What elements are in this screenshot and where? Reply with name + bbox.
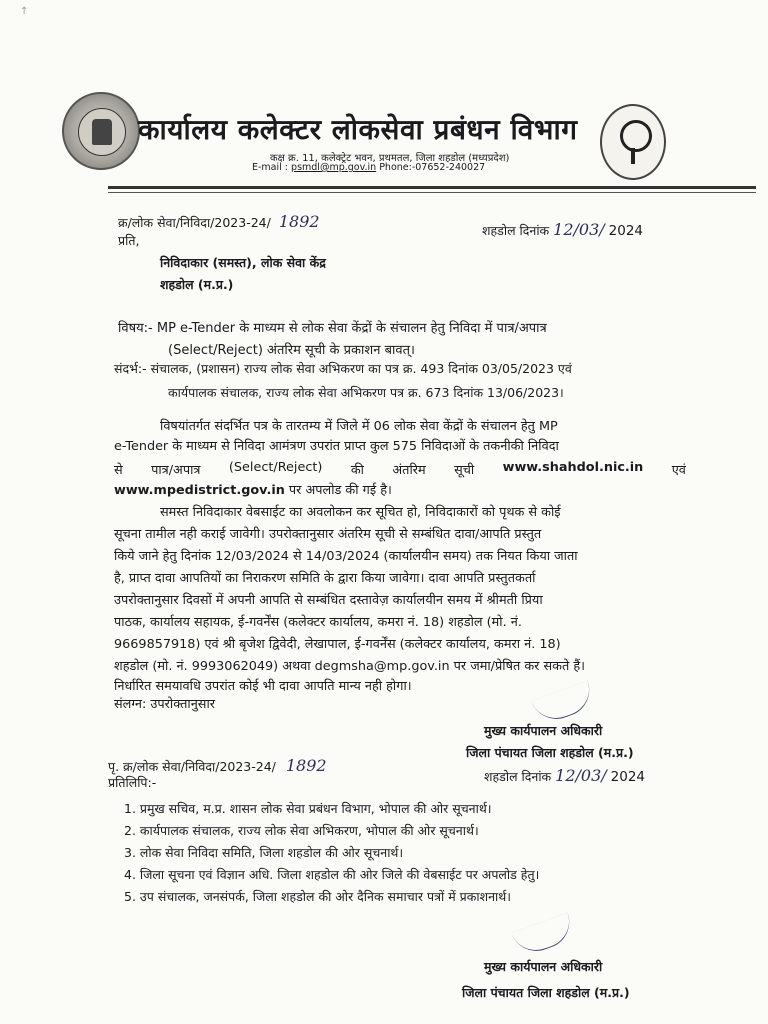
body1-line2: e-Tender के माध्यम से निविदा आमंत्रण उपरांत प्राप्त कुल 575 निविदाओं के तकनीकी निविदा xyxy=(114,439,559,454)
word: सूची xyxy=(454,463,475,478)
header-divider xyxy=(108,186,756,189)
header-divider-thin xyxy=(108,192,756,193)
body2-line5: उपरोक्तानुसार दिवसों में अपनी आपति से सम्बंधित दस्तावेज़ कार्यालयीन समय में श्रीमती प्रिया xyxy=(114,593,543,608)
office-title: कार्यालय कलेक्टर लोकसेवा प्रबंधन विभाग xyxy=(138,113,578,146)
body2-line2: सूचना तामील नही कराई जावेगी। उपरोक्तानुसार अंतरिम सूची से सम्बंधित दावा/आपति प्रस्तुत xyxy=(114,527,542,542)
reference-line2: कार्यपालक संचालक, राज्य लोक सेवा अभिकरण पत्र क्र. 673 दिनांक 13/06/2023। xyxy=(168,385,564,400)
word: (Select/Reject) xyxy=(228,460,323,475)
body1-line1: विषयांतर्गत संदर्भित पत्र के तारतम्य में जिले में 06 लोक सेवा केंद्रों के संचालन हेतु MP xyxy=(160,419,558,434)
endorsement-date xyxy=(484,766,645,785)
body2-line9: निर्धारित समयावधि उपरांत कोई भी दावा आपति मान्य नही होगा। xyxy=(114,679,412,694)
word: से xyxy=(114,463,123,478)
copy-label: प्रतिलिपि:- xyxy=(108,775,157,790)
date-label: शहडोल दिनांक xyxy=(484,769,552,784)
word: पात्र/अपात्र xyxy=(151,463,201,478)
handwritten-date: 12/03/ xyxy=(555,766,607,785)
handwritten-signature xyxy=(531,681,597,727)
handwritten-number: 1892 xyxy=(285,756,327,775)
word: की xyxy=(350,463,364,478)
email-address: psmdl@mp.gov.in xyxy=(291,162,377,173)
copy-item: 1. प्रमुख सचिव, म.प्र. शासन लोक सेवा प्रबंधन विभाग, भोपाल की ओर सूचनार्थ। xyxy=(124,801,492,816)
body2-line4: है, प्राप्त दावा आपतियों का निराकरण समिति के द्वारा किया जावेगा। दावा आपति प्रस्तुतकर्ता xyxy=(114,571,536,586)
email-label: E-mail : xyxy=(252,162,289,173)
endorsement-number xyxy=(108,756,327,775)
signatory-title: मुख्य कार्यपालन अधिकारी xyxy=(484,959,603,974)
signatory-office: जिला पंचायत जिला शहडोल (म.प्र.) xyxy=(466,745,634,760)
word: अंतरिम xyxy=(392,463,426,478)
endorsement-number-text: पृ. क्र/लोक सेवा/निविदा/2023-24/ xyxy=(108,759,276,774)
lok-seva-logo xyxy=(600,104,666,180)
handwritten-signature xyxy=(511,913,577,959)
body1-line4 xyxy=(114,482,392,499)
signatory-title: मुख्य कार्यपालन अधिकारी xyxy=(484,723,603,738)
copy-item: 2. कार्यपालक संचालक, राज्य लोक सेवा अभिकरण, भोपाल की ओर सूचनार्थ। xyxy=(124,823,479,838)
corner-mark: ↑ xyxy=(20,6,29,17)
body2-line1: समस्त निविदाकार वेबसाईट का अवलोकन कर सूचित हो, निविदाकारों को पृथक से कोई xyxy=(160,505,561,520)
body2-line3: किये जाने हेतु दिनांक 12/03/2024 से 14/03/2024 (कार्यालयीन समय) तक नियत किया जाता xyxy=(114,549,578,564)
addressee-line2: शहडोल (म.प्र.) xyxy=(160,277,234,292)
body2-line8: शहडोल (मो. नं. 9993062049) अथवा degmsha@mp.gov.in पर जमा/प्रेषित कर सकते हैं। xyxy=(114,659,585,674)
government-emblem-logo xyxy=(62,92,140,170)
date-label: शहडोल दिनांक xyxy=(482,223,550,238)
office-address: कक्ष क्र. 11, कलेक्ट्रेट भवन, प्रथमतल, जिला शहडोल (मध्यप्रदेश) xyxy=(270,153,510,164)
subject-line2: (Select/Reject) अंतरिम सूची के प्रकाशन बावत्। xyxy=(168,343,415,358)
copy-item: 4. जिला सूचना एवं विज्ञान अधि. जिला शहडोल की ओर जिले की वेबसाईट पर अपलोड हेतु। xyxy=(124,867,540,882)
word: एवं xyxy=(671,463,686,478)
subject-line1: विषय:- MP e-Tender के माध्यम से लोक सेवा केंद्रों के संचालन हेतु निविदा में पात्र/अपात्र xyxy=(118,321,547,336)
handwritten-date: 12/03/ xyxy=(553,220,605,239)
body2-line7: 9669857918) एवं श्री बृजेश द्विवेदी, लेखापाल, ई-गवर्नेंस (कलेक्टर कार्यालय, कमरा नं. 18) xyxy=(114,637,561,652)
copy-item: 3. लोक सेवा निविदा समिति, जिला शहडोल की ओर सूचनार्थ। xyxy=(124,845,404,860)
date-year: 2024 xyxy=(610,769,645,785)
enclosure-line: संलग्न: उपरोक्तानुसार xyxy=(114,697,216,712)
reference-line1: संदर्भ:- संचालक, (प्रशासन) राज्य लोक सेवा अभिकरण का पत्र क्र. 493 दिनांक 03/05/2023 एवं xyxy=(114,361,572,376)
prati-label: प्रति, xyxy=(118,233,140,248)
signatory-office: जिला पंचायत जिला शहडोल (म.प्र.) xyxy=(462,985,630,1000)
copy-item: 5. उप संचालक, जनसंपर्क, जिला शहडोल की ओर दैनिक समाचार पत्रों में प्रकाशनार्थ। xyxy=(124,889,511,904)
body2-line6: पाठक, कार्यालय सहायक, ई-गवर्नेंस (कलेक्टर कार्यालय, कमरा नं. 18) शहडोल (मो. नं. xyxy=(114,615,522,630)
body1-line3 xyxy=(114,460,686,478)
letter-date xyxy=(482,220,643,239)
website-link: www.shahdol.nic.in xyxy=(502,460,644,475)
body1-line4-rest: पर अपलोड की गई है। xyxy=(284,483,392,498)
addressee-line1: निविदाकार (समस्त), लोक सेवा केंद्र xyxy=(160,255,326,270)
website-link: www.mpedistrict.gov.in xyxy=(114,483,285,498)
handwritten-number: 1892 xyxy=(278,212,320,231)
date-year: 2024 xyxy=(608,223,643,239)
letter-number xyxy=(118,212,320,231)
phone-number: Phone:-07652-240027 xyxy=(379,162,486,173)
contact-line xyxy=(252,162,485,173)
letter-number-text: क्र/लोक सेवा/निविदा/2023-24/ xyxy=(118,215,271,230)
